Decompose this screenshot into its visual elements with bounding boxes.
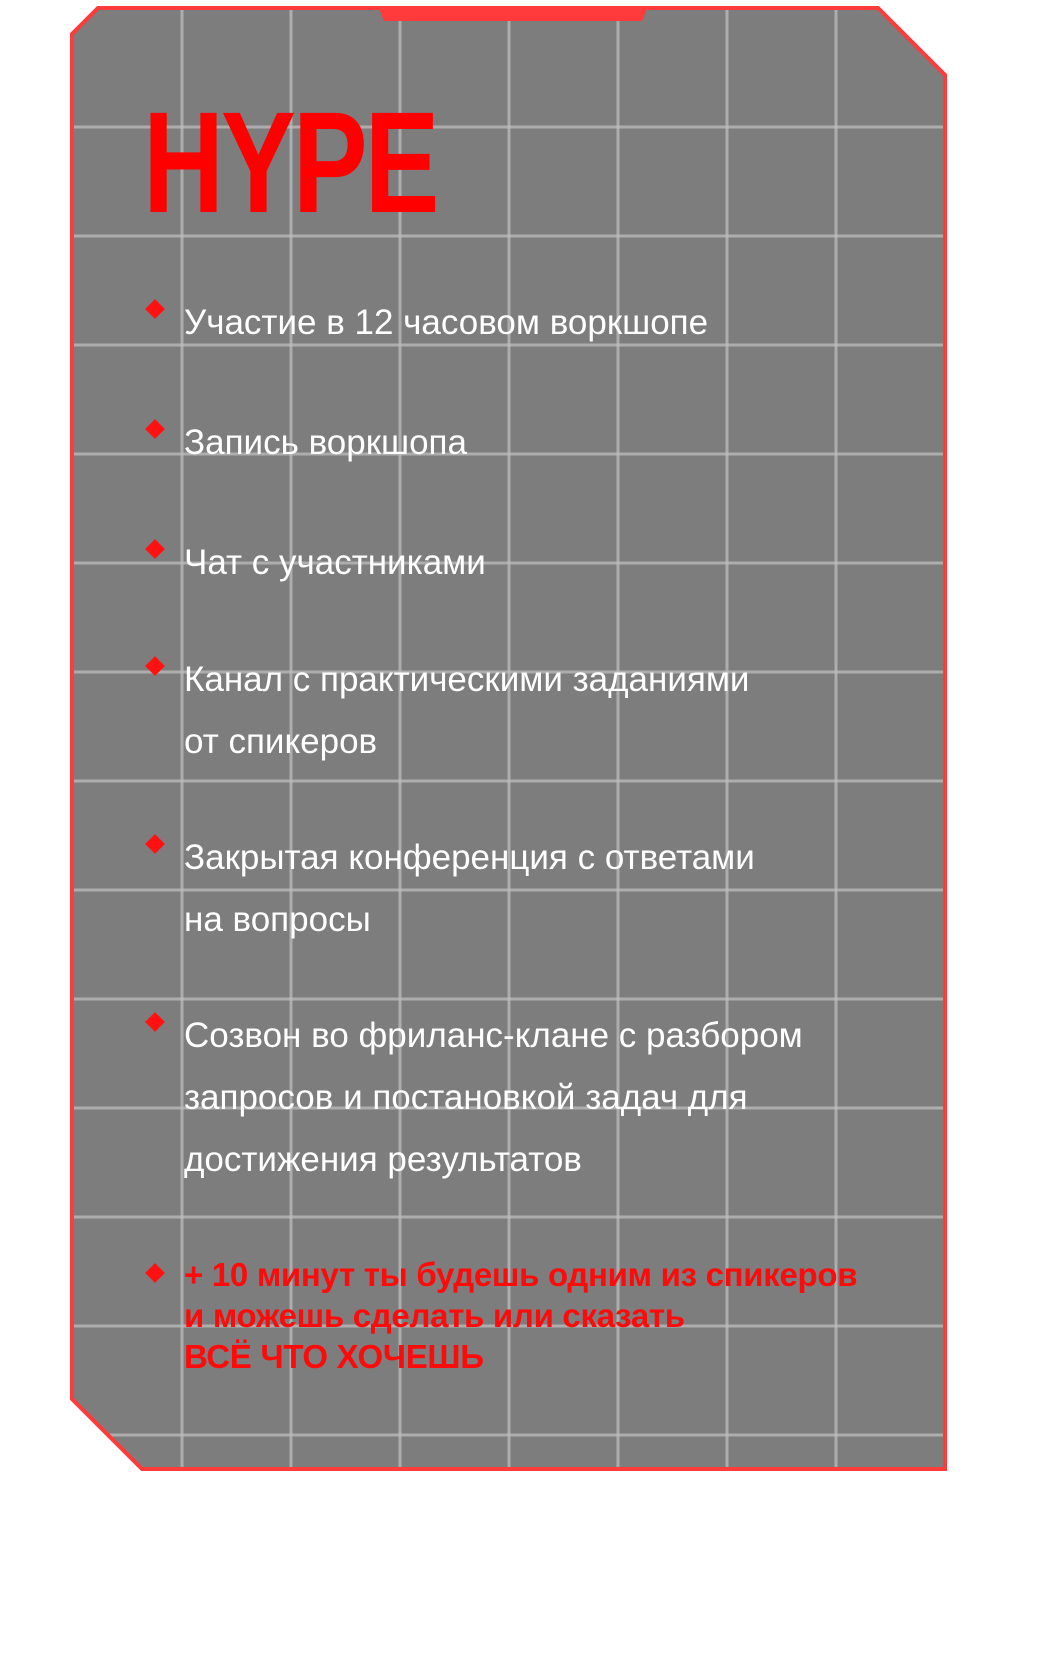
red-diamond-icon <box>145 1012 165 1032</box>
feature-text: Канал с практическими заданиями от спикеров <box>184 660 750 761</box>
feature-text: Чат с участниками <box>184 543 486 582</box>
feature-item <box>148 827 908 951</box>
red-diamond-icon <box>145 299 165 319</box>
feature-item-highlight <box>148 1254 908 1377</box>
feature-text: Закрытая конференция с ответами на вопросы <box>184 838 755 939</box>
feature-item <box>148 1005 908 1191</box>
red-diamond-icon <box>145 539 165 559</box>
feature-text: Участие в 12 часовом воркшопе <box>184 303 709 342</box>
feature-item <box>148 412 908 474</box>
red-diamond-icon <box>145 419 165 439</box>
feature-item <box>148 292 908 354</box>
feature-item <box>148 532 908 594</box>
red-diamond-icon <box>145 656 165 676</box>
feature-text: + 10 минут ты будешь одним из спикеров и можешь сделать или сказать ВСЁ ЧТО ХОЧЕШЬ <box>184 1256 858 1375</box>
red-diamond-icon <box>145 1263 165 1283</box>
card-top-tab <box>378 6 648 21</box>
feature-item <box>148 649 908 773</box>
feature-text: Созвон во фриланс-клане с разбором запросов и постановкой задач для достижения результатов <box>184 1016 803 1179</box>
red-diamond-icon <box>145 834 165 854</box>
card-title: HYPE <box>143 82 437 243</box>
feature-text: Запись воркшопа <box>184 423 467 462</box>
